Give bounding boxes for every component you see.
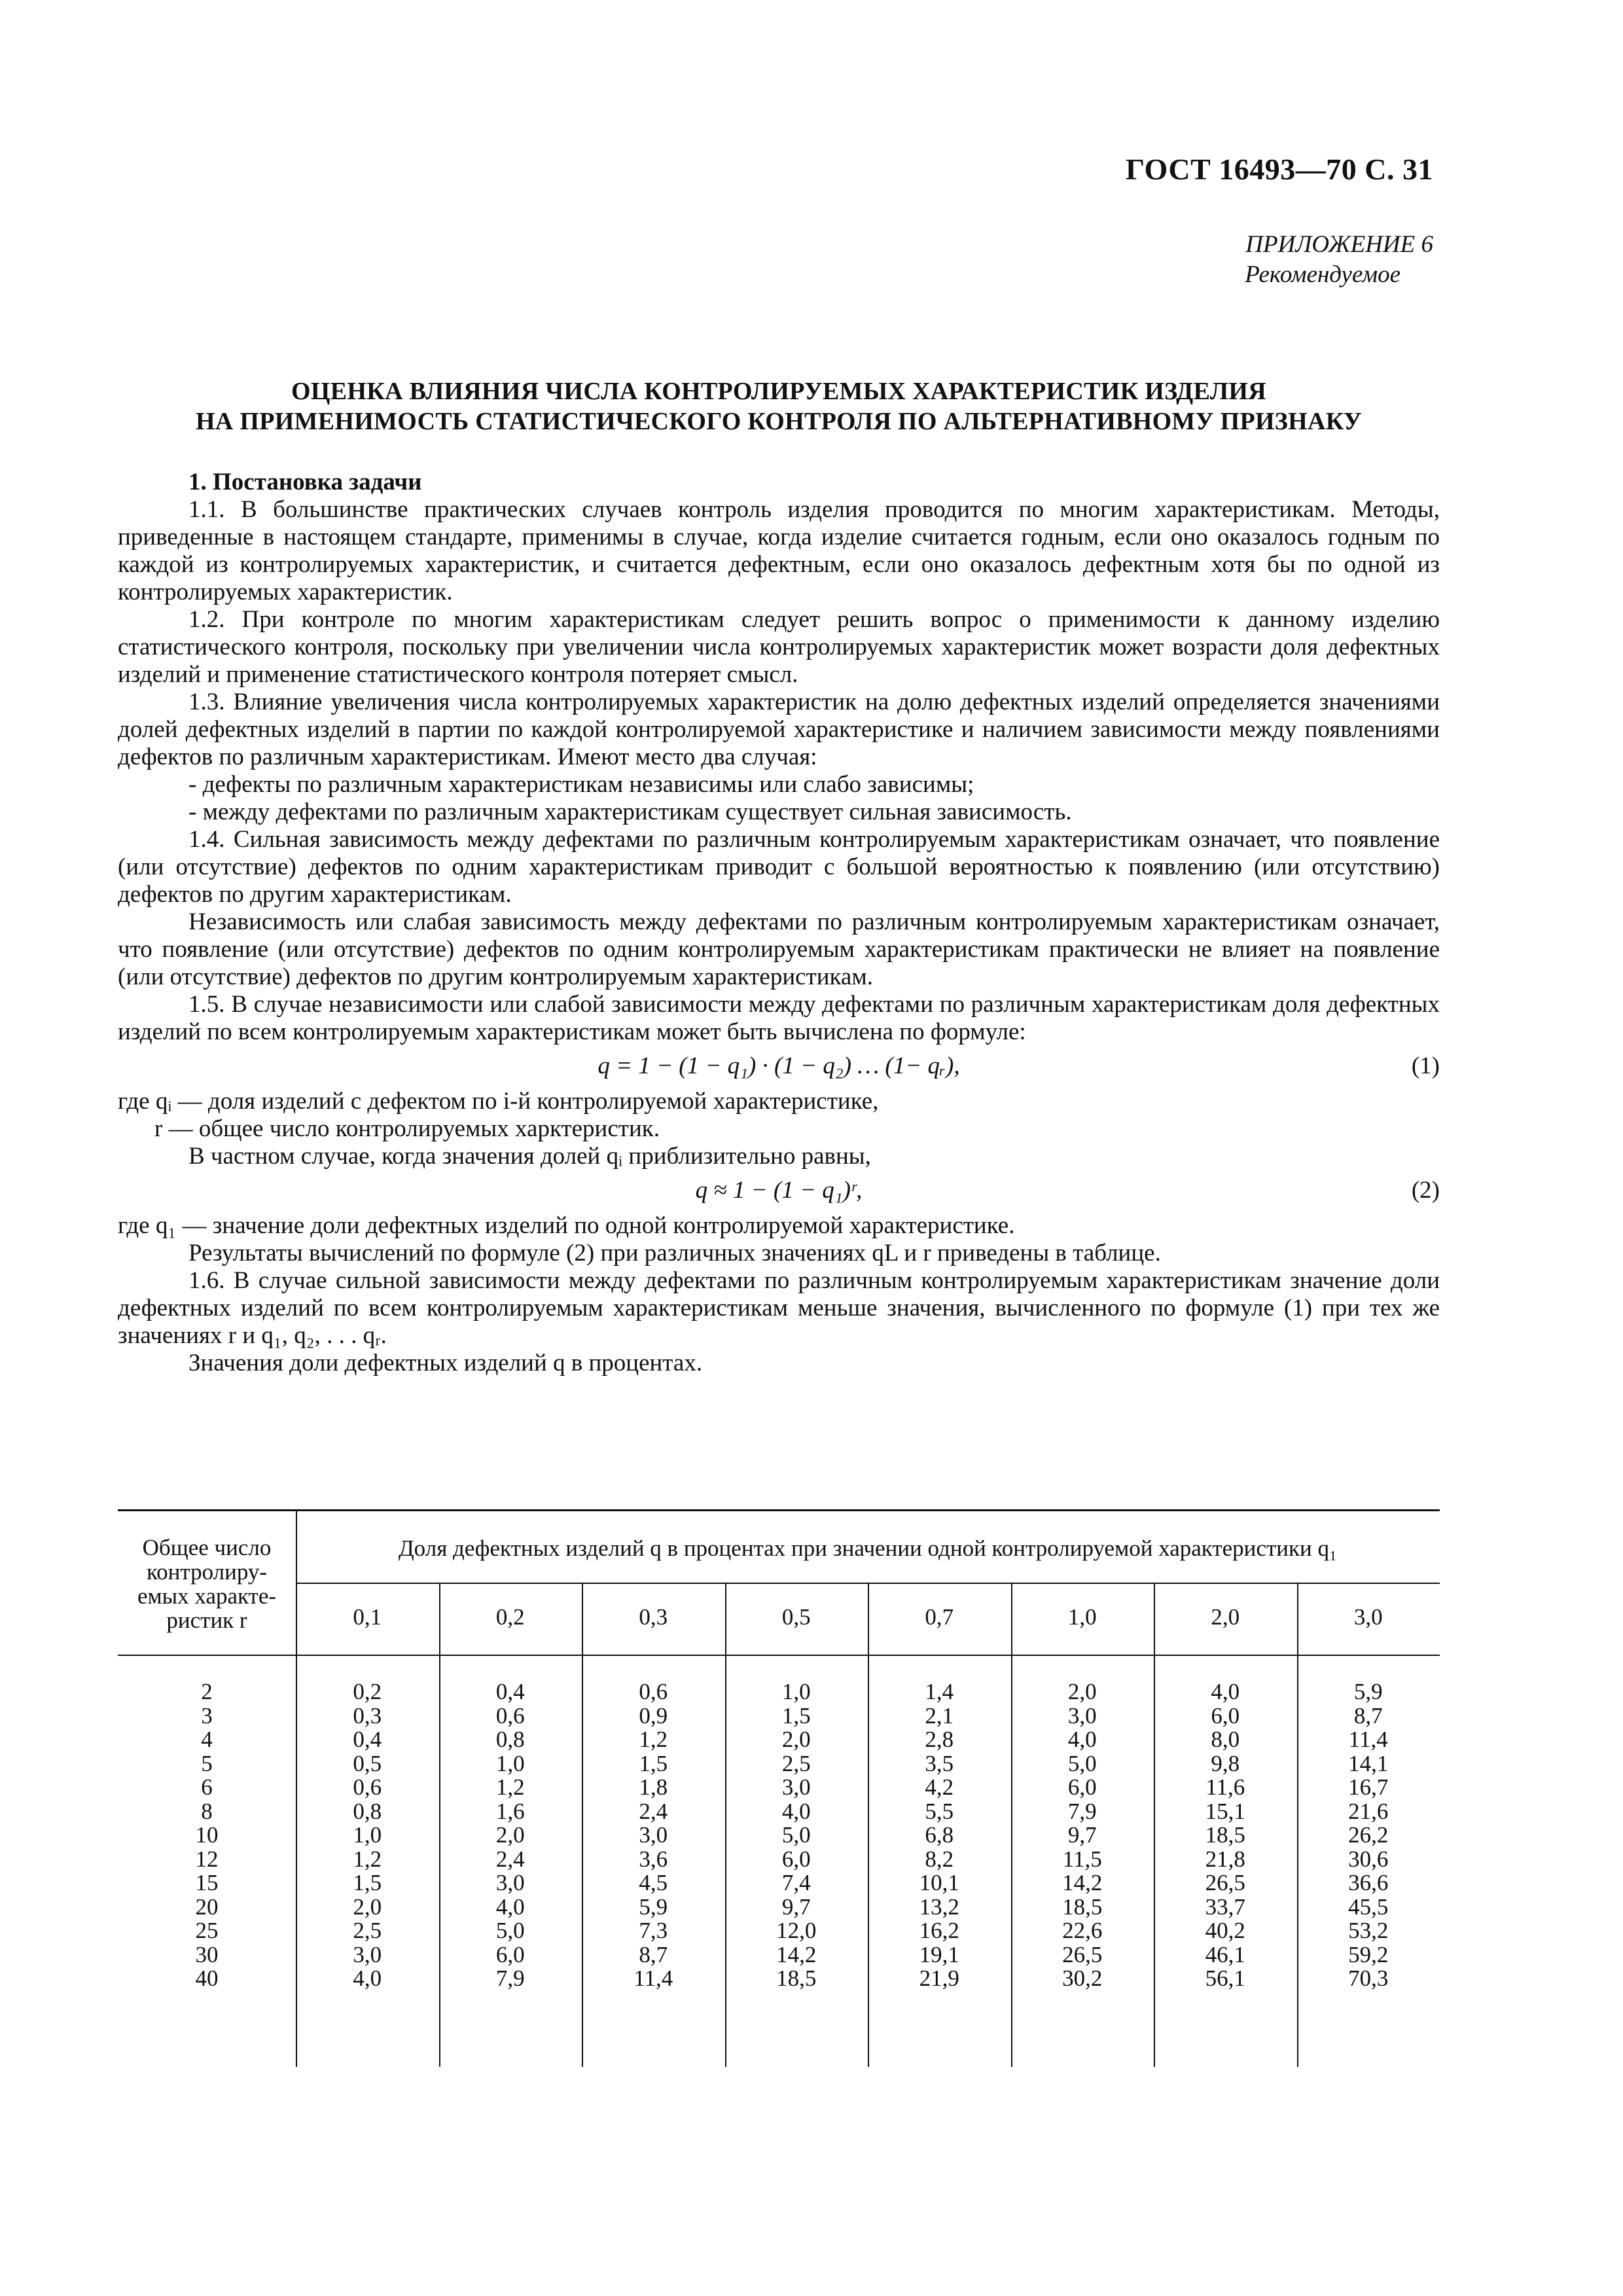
- table-cell: 3,6: [639, 1846, 668, 1872]
- table-header-bottom-rule: [118, 1655, 1440, 1656]
- table-cell: 12,0: [776, 1918, 817, 1943]
- table-cell: 6,0: [781, 1846, 811, 1872]
- row-header-line: емых характе-: [137, 1583, 277, 1609]
- case-item-1: - дефекты по различным характеристикам независимы или слабо зависимы;: [188, 771, 974, 798]
- table-row-r: 15: [195, 1870, 219, 1895]
- results-note: Результаты вычислений по формуле (2) при различных значениях qL и r приведены в таблице.: [188, 1240, 1161, 1266]
- table-cell: 19,1: [919, 1941, 959, 1967]
- paragraph-1-6: 1.6. В случае сильной зависимости между дефектами по различным контролируемым характеристикам значение доли дефектных изделий по всем контролируемым характеристикам меньше значения, вычисленного по формуле (1) при тех же значениях r и q₁, q₂, . . . qᵣ.: [118, 1267, 1440, 1349]
- paragraph-1-4b: Независимость или слабая зависимость между дефектами по различным контролируемым характеристикам означает, что появление (или отсутствие) дефектов по одним контролируемым характеристикам практически не влияет на появление (или отсутствие) дефектов по другим контролируемым характеристикам.: [118, 908, 1440, 990]
- table-cell: 7,9: [495, 1965, 525, 1991]
- table-cell: 1,4: [925, 1679, 954, 1704]
- table-cell: 0,3: [353, 1702, 382, 1729]
- table-cell: 8,7: [639, 1941, 668, 1967]
- table-cell: 3,0: [1067, 1702, 1097, 1729]
- table-cell: 6,0: [495, 1941, 525, 1967]
- section-heading: 1. Постановка задачи: [188, 469, 422, 495]
- table-cell: 2,4: [495, 1846, 525, 1872]
- formula-1-number: (1): [1411, 1052, 1440, 1079]
- table-cell: 4,5: [639, 1870, 668, 1895]
- special-case: В частном случае, когда значения долей qᵢ приблизительно равны,: [188, 1143, 871, 1170]
- table-cell: 18,5: [1205, 1822, 1245, 1848]
- table-cell: 30,6: [1348, 1846, 1389, 1872]
- values-note: Значения доли дефектных изделий q в процентах.: [188, 1350, 703, 1376]
- table-cell: 2,0: [353, 1893, 382, 1920]
- case-item-2: - между дефектами по различным характеристикам существует сильная зависимость.: [188, 798, 1072, 825]
- table-cell: 8,7: [1353, 1702, 1383, 1729]
- table-cell: 6,8: [925, 1822, 954, 1848]
- table-cell: 4,2: [925, 1774, 954, 1800]
- column-header: 2,0: [1211, 1604, 1240, 1630]
- table-cell: 11,5: [1062, 1846, 1102, 1872]
- column-header: 0,3: [639, 1604, 668, 1630]
- table-row-r: 20: [195, 1893, 219, 1920]
- table-cell: 1,5: [781, 1702, 811, 1729]
- table-cell: 16,2: [919, 1918, 959, 1943]
- formula-1-row: [118, 1046, 1440, 1088]
- row-header-line: Общее число: [142, 1535, 272, 1560]
- table-row-r: 25: [195, 1918, 219, 1943]
- table-cell: 1,0: [495, 1750, 525, 1776]
- table-cell: 56,1: [1205, 1965, 1245, 1991]
- table-top-rule: [118, 1509, 1440, 1511]
- table-cell: 0,5: [353, 1750, 382, 1776]
- table-cell: 0,4: [353, 1727, 382, 1752]
- table-cell: 3,5: [925, 1750, 954, 1776]
- formula-1: q = 1 − (1 − q₁) · (1 − q₂) … (1− qᵣ),: [597, 1052, 960, 1079]
- body-text: [118, 469, 1440, 1377]
- table-row-r: 10: [195, 1822, 219, 1848]
- table-cell: 3,0: [639, 1822, 668, 1848]
- table-row-r: 3: [201, 1702, 213, 1729]
- column-header: 0,5: [781, 1604, 811, 1630]
- row-header: [118, 1535, 296, 1632]
- table-cell: 2,5: [781, 1750, 811, 1776]
- table-cell: 9,7: [781, 1893, 811, 1920]
- group-header: Доля дефектных изделий q в процентах при значении одной контролируемой характеристики q₁: [398, 1535, 1338, 1561]
- results-table: [118, 1509, 1440, 2066]
- paragraph-1-5: 1.5. В случае независимости или слабой зависимости между дефектами по различным характеристикам доля дефектных изделий по всем контролируемым характеристикам может быть вычислена по формуле:: [118, 991, 1440, 1045]
- table-cell: 1,2: [639, 1727, 668, 1752]
- table-cell: 3,0: [495, 1870, 525, 1895]
- table-cell: 11,4: [633, 1965, 673, 1991]
- table-cell: 7,9: [1067, 1798, 1097, 1824]
- table-cell: 6,0: [1211, 1702, 1240, 1729]
- paragraph-1-4: 1.4. Сильная зависимость между дефектами по различным контролируемым характеристикам означает, что появление (или отсутствие) дефектов по одним характеристикам приводит с большой вероятностью к появлению (или отсутствию) дефектов по другим характеристикам.: [118, 826, 1440, 908]
- table-cell: 2,4: [639, 1798, 668, 1824]
- paragraph-1-1: 1.1. В большинстве практических случаев контроль изделия проводится по многим характеристикам. Методы, приведенные в настоящем стандарте, применимы в случае, когда изделие считается годным, если оно оказалось годным по каждой из контролируемых характеристик, и считается дефектным, если оно оказалось дефектным хотя бы по одной из контролируемых характеристик.: [118, 496, 1440, 605]
- table-cell: 1,5: [353, 1870, 382, 1895]
- table-cell: 1,6: [495, 1798, 525, 1824]
- table-row-r: 6: [201, 1774, 213, 1800]
- table-cell: 0,6: [495, 1702, 525, 1729]
- table-cell: 4,0: [1211, 1679, 1240, 1704]
- table-cell: 11,4: [1348, 1727, 1388, 1752]
- where-line-1: где qᵢ — доля изделий с дефектом по i-й контролируемой характеристике,: [118, 1088, 879, 1115]
- table-cell: 5,9: [639, 1893, 668, 1920]
- table-cell: 7,4: [781, 1870, 811, 1895]
- table-cell: 26,5: [1205, 1870, 1245, 1895]
- table-cell: 5,0: [495, 1918, 525, 1943]
- where-line-3: где q₁ — значение доли дефектных изделий по одной контролируемой характеристике.: [118, 1212, 1015, 1239]
- table-cell: 0,6: [353, 1774, 382, 1800]
- table-cell: 2,0: [781, 1727, 811, 1752]
- formula-2-row: [118, 1170, 1440, 1212]
- table-cell: 1,2: [353, 1846, 382, 1872]
- table-cell: 21,9: [919, 1965, 959, 1991]
- table-cell: 2,8: [925, 1727, 954, 1752]
- table-cell: 4,0: [353, 1965, 382, 1991]
- table-cell: 70,3: [1348, 1965, 1389, 1991]
- table-cell: 21,8: [1205, 1846, 1245, 1872]
- table-cell: 1,0: [353, 1822, 382, 1848]
- recommended-label: Рекомендуемое: [1245, 261, 1400, 288]
- table-row-r: 5: [201, 1750, 213, 1776]
- table-cell: 8,0: [1211, 1727, 1240, 1752]
- table-cell: 33,7: [1205, 1893, 1245, 1920]
- table-row-r: 8: [201, 1798, 213, 1824]
- column-header: 0,2: [495, 1604, 525, 1630]
- paragraph-1-3: 1.3. Влияние увеличения числа контролируемых характеристик на долю дефектных изделий определяется значениями долей дефектных изделий в партии по каждой контролируемой характеристике и наличием зависимости между появлениями дефектов по различным характеристикам. Имеют место два случая:: [118, 689, 1440, 770]
- table-cell: 9,8: [1211, 1750, 1240, 1776]
- row-header-line: контролиру-: [146, 1559, 268, 1585]
- table-cell: 0,8: [495, 1727, 525, 1752]
- table-cell: 46,1: [1205, 1941, 1245, 1967]
- table-row-r: 12: [195, 1846, 219, 1872]
- table-cell: 0,9: [639, 1702, 668, 1729]
- table-cell: 4,0: [781, 1798, 811, 1824]
- title-line-1: ОЦЕНКА ВЛИЯНИЯ ЧИСЛА КОНТРОЛИРУЕМЫХ ХАРАКТЕРИСТИК ИЗДЕЛИЯ: [291, 378, 1266, 405]
- table-cell: 1,0: [781, 1679, 811, 1704]
- table-cell: 5,0: [781, 1822, 811, 1848]
- table-cell: 1,8: [639, 1774, 668, 1800]
- row-header-line: ристик r: [166, 1607, 247, 1633]
- table-cell: 13,2: [919, 1893, 959, 1920]
- column-header: 1,0: [1067, 1604, 1097, 1630]
- table-cell: 4,0: [495, 1893, 525, 1920]
- table-cell: 14,2: [1062, 1870, 1103, 1895]
- table-cell: 15,1: [1205, 1798, 1245, 1824]
- table-cell: 1,5: [639, 1750, 668, 1776]
- table-row-r: 40: [195, 1965, 219, 1991]
- table-cell: 3,0: [781, 1774, 811, 1800]
- table-cell: 5,0: [1067, 1750, 1097, 1776]
- table-row-r: 30: [195, 1941, 219, 1967]
- table-cell: 30,2: [1062, 1965, 1103, 1991]
- paragraph-1-2: 1.2. При контроле по многим характеристикам следует решить вопрос о применимости к данному изделию статистического контроля, поскольку при увеличении числа контролируемых характеристик может возрасти доля дефектных изделий и применение статистического контроля потеряет смысл.: [118, 606, 1440, 688]
- table-cell: 0,2: [353, 1679, 382, 1704]
- table-row-r: 2: [201, 1679, 213, 1704]
- table-cell: 22,6: [1062, 1918, 1103, 1943]
- table-cell: 8,2: [925, 1846, 954, 1872]
- column-header: 0,7: [925, 1604, 954, 1630]
- table-cell: 26,2: [1348, 1822, 1389, 1848]
- table-cell: 4,0: [1067, 1727, 1097, 1752]
- table-cell: 16,7: [1348, 1774, 1389, 1800]
- table-row-r: 4: [201, 1727, 213, 1752]
- formula-2-number: (2): [1411, 1177, 1440, 1204]
- table-cell: 40,2: [1205, 1918, 1245, 1943]
- appendix-label: ПРИЛОЖЕНИЕ 6: [1245, 231, 1433, 258]
- column-header: 3,0: [1353, 1604, 1383, 1630]
- title-line-2: НА ПРИМЕНИМОСТЬ СТАТИСТИЧЕСКОГО КОНТРОЛЯ ПО АЛЬТЕРНАТИВНОМУ ПРИЗНАКУ: [195, 408, 1363, 435]
- table-cell: 14,2: [776, 1941, 817, 1967]
- table-cell: 0,4: [495, 1679, 525, 1704]
- table-cell: 10,1: [919, 1870, 959, 1895]
- table-cell: 53,2: [1348, 1918, 1389, 1943]
- table-cell: 0,8: [353, 1798, 382, 1824]
- table-cell: 7,3: [639, 1918, 668, 1943]
- where-line-2: r — общее число контролируемых харктеристик.: [154, 1115, 660, 1142]
- table-cell: 11,6: [1205, 1774, 1245, 1800]
- table-cell: 59,2: [1348, 1941, 1389, 1967]
- table-cell: 0,6: [639, 1679, 668, 1704]
- table-cell: 45,5: [1348, 1893, 1389, 1920]
- table-cell: 5,9: [1353, 1679, 1383, 1704]
- table-cell: 21,6: [1348, 1798, 1389, 1824]
- table-cell: 26,5: [1062, 1941, 1103, 1967]
- table-cell: 18,5: [776, 1965, 817, 1991]
- table-cell: 3,0: [353, 1941, 382, 1967]
- table-cell: 18,5: [1062, 1893, 1103, 1920]
- table-cell: 36,6: [1348, 1870, 1389, 1895]
- table-cell: 5,5: [925, 1798, 954, 1824]
- table-cell: 6,0: [1067, 1774, 1097, 1800]
- table-cell: 2,0: [1067, 1679, 1097, 1704]
- table-cell: 9,7: [1067, 1822, 1097, 1848]
- table-cell: 2,1: [925, 1702, 954, 1729]
- table-cell: 2,0: [495, 1822, 525, 1848]
- column-header: 0,1: [353, 1604, 382, 1630]
- table-cell: 2,5: [353, 1918, 382, 1943]
- table-cell: 14,1: [1348, 1750, 1389, 1776]
- table-cell: 1,2: [495, 1774, 525, 1800]
- formula-2: q ≈ 1 − (1 − q₁)ʳ,: [695, 1177, 863, 1204]
- document-header: ГОСТ 16493—70 С. 31: [1125, 152, 1433, 186]
